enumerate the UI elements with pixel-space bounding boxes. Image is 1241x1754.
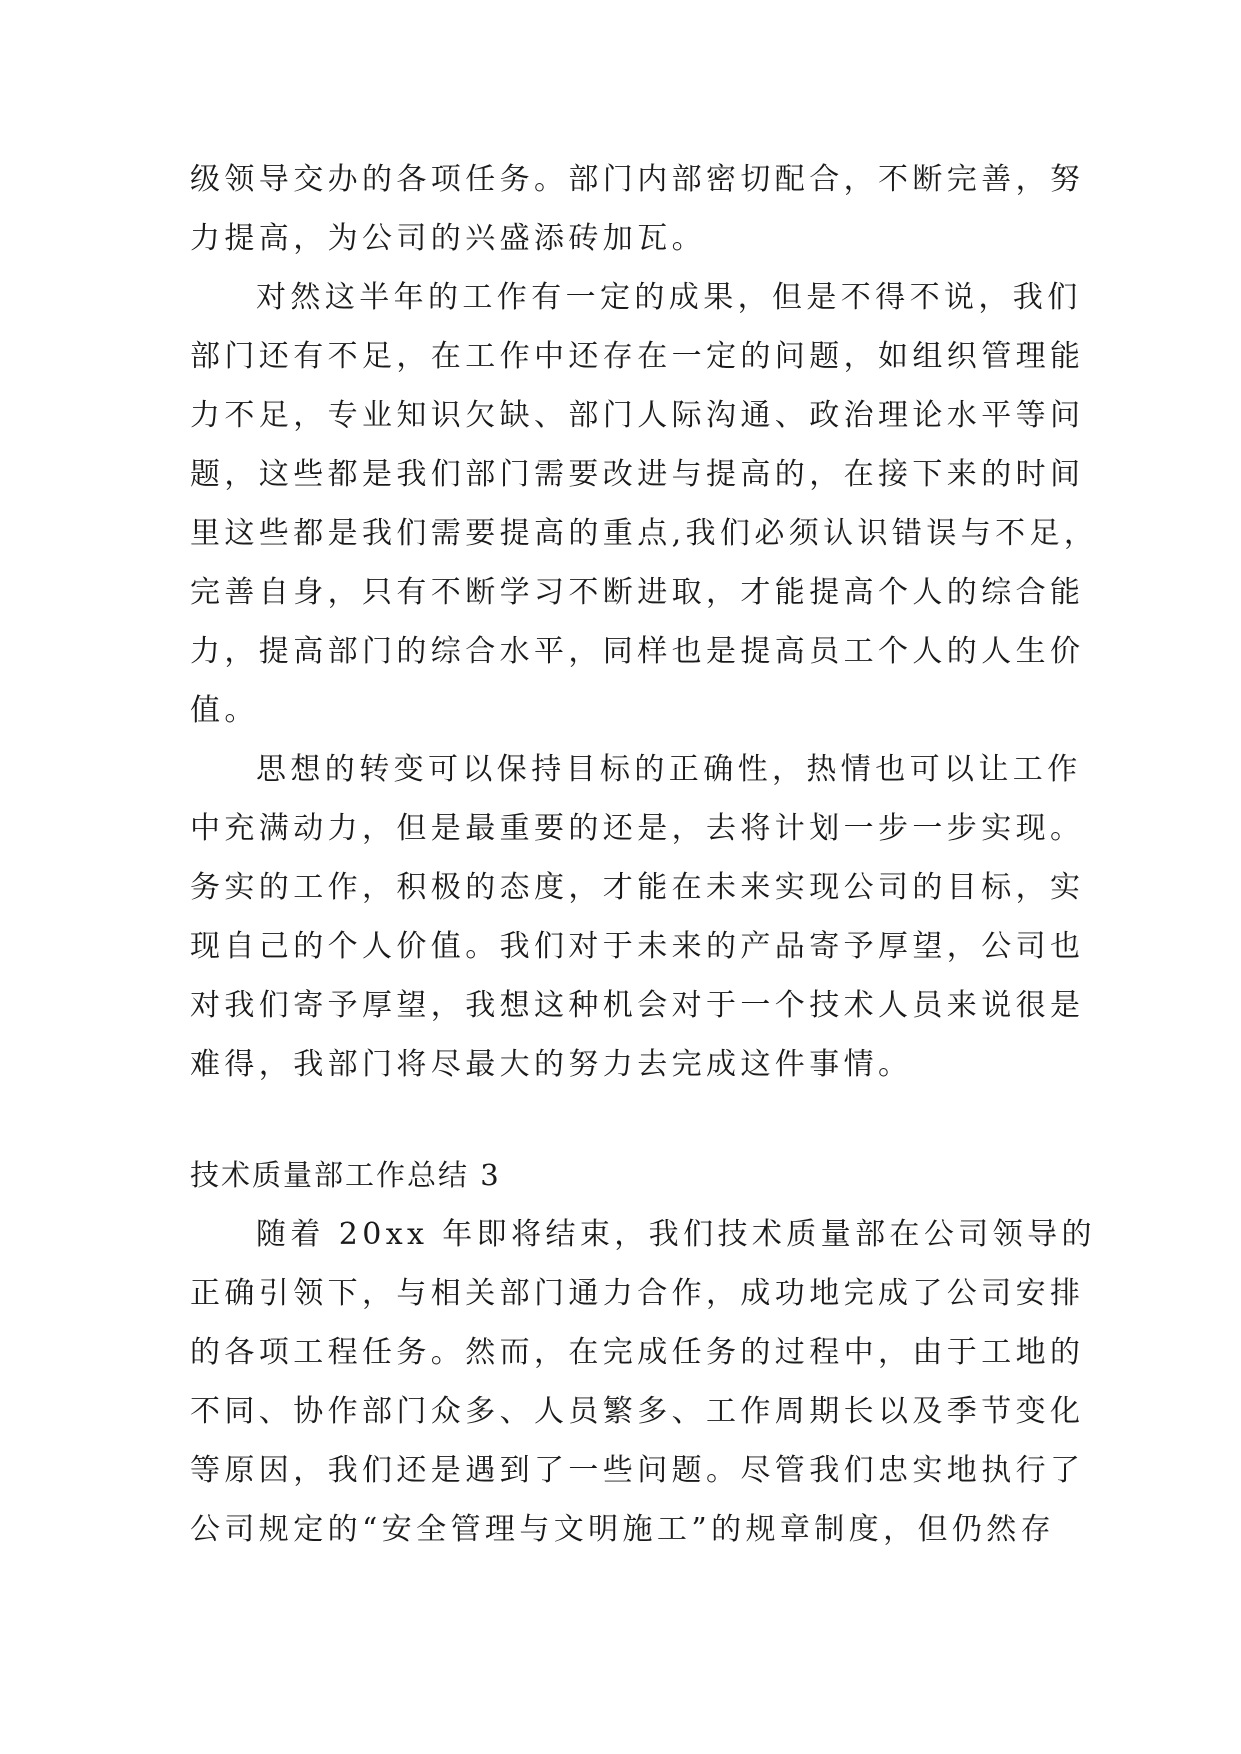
text-line: 值。 (190, 693, 259, 728)
paragraph (190, 1205, 1096, 1559)
text-line: 现自己的个人价值。我们对于未来的产品寄予厚望，公司也 (190, 929, 1085, 964)
text-line: 力提高，为公司的兴盛添砖加瓦。 (190, 221, 706, 256)
text-line: 完善自身，只有不断学习不断进取，才能提高个人的综合能 (190, 575, 1085, 610)
paragraph (190, 268, 1099, 740)
text-line: 题，这些都是我们部门需要改进与提高的，在接下来的时间 (190, 457, 1085, 492)
document-page (190, 150, 1099, 1559)
text-line: 随着 20xx 年即将结束，我们技术质量部在公司领导的 (256, 1217, 1096, 1252)
text-line: 正确引领下，与相关部门通力合作，成功地完成了公司安排 (190, 1276, 1085, 1311)
section-spacer (190, 1094, 1060, 1146)
text-line: 务实的工作，积极的态度，才能在未来实现公司的目标，实 (190, 870, 1085, 905)
text-line: 对然这半年的工作有一定的成果，但是不得不说，我们 (256, 280, 1082, 315)
text-line: 力不足，专业知识欠缺、部门人际沟通、政治理论水平等问 (190, 398, 1085, 433)
section-heading: 技术质量部工作总结 3 (190, 1158, 501, 1192)
text-line: 等原因，我们还是遇到了一些问题。尽管我们忠实地执行了 (190, 1453, 1085, 1488)
text-line: 中充满动力，但是最重要的还是，去将计划一步一步实现。 (190, 811, 1085, 846)
text-line: 力，提高部门的综合水平，同样也是提高员工个人的人生价 (190, 634, 1085, 669)
text-line: 对我们寄予厚望，我想这种机会对于一个技术人员来说很是 (190, 988, 1085, 1023)
paragraph (190, 150, 1085, 268)
text-line: 不同、协作部门众多、人员繁多、工作周期长以及季节变化 (190, 1394, 1085, 1429)
text-line: 级领导交办的各项任务。部门内部密切配合，不断完善，努 (190, 162, 1085, 197)
text-line: 思想的转变可以保持目标的正确性，热情也可以让工作 (256, 752, 1082, 787)
text-line: 部门还有不足，在工作中还存在一定的问题，如组织管理能 (190, 339, 1085, 374)
text-line: 公司规定的“安全管理与文明施工”的规章制度，但仍然存 (190, 1512, 1056, 1547)
paragraph (190, 740, 1085, 1094)
text-line: 的各项工程任务。然而，在完成任务的过程中，由于工地的 (190, 1335, 1085, 1370)
text-line: 里这些都是我们需要提高的重点,我们必须认识错误与不足， (190, 516, 1099, 551)
text-line: 难得，我部门将尽最大的努力去完成这件事情。 (190, 1047, 913, 1082)
